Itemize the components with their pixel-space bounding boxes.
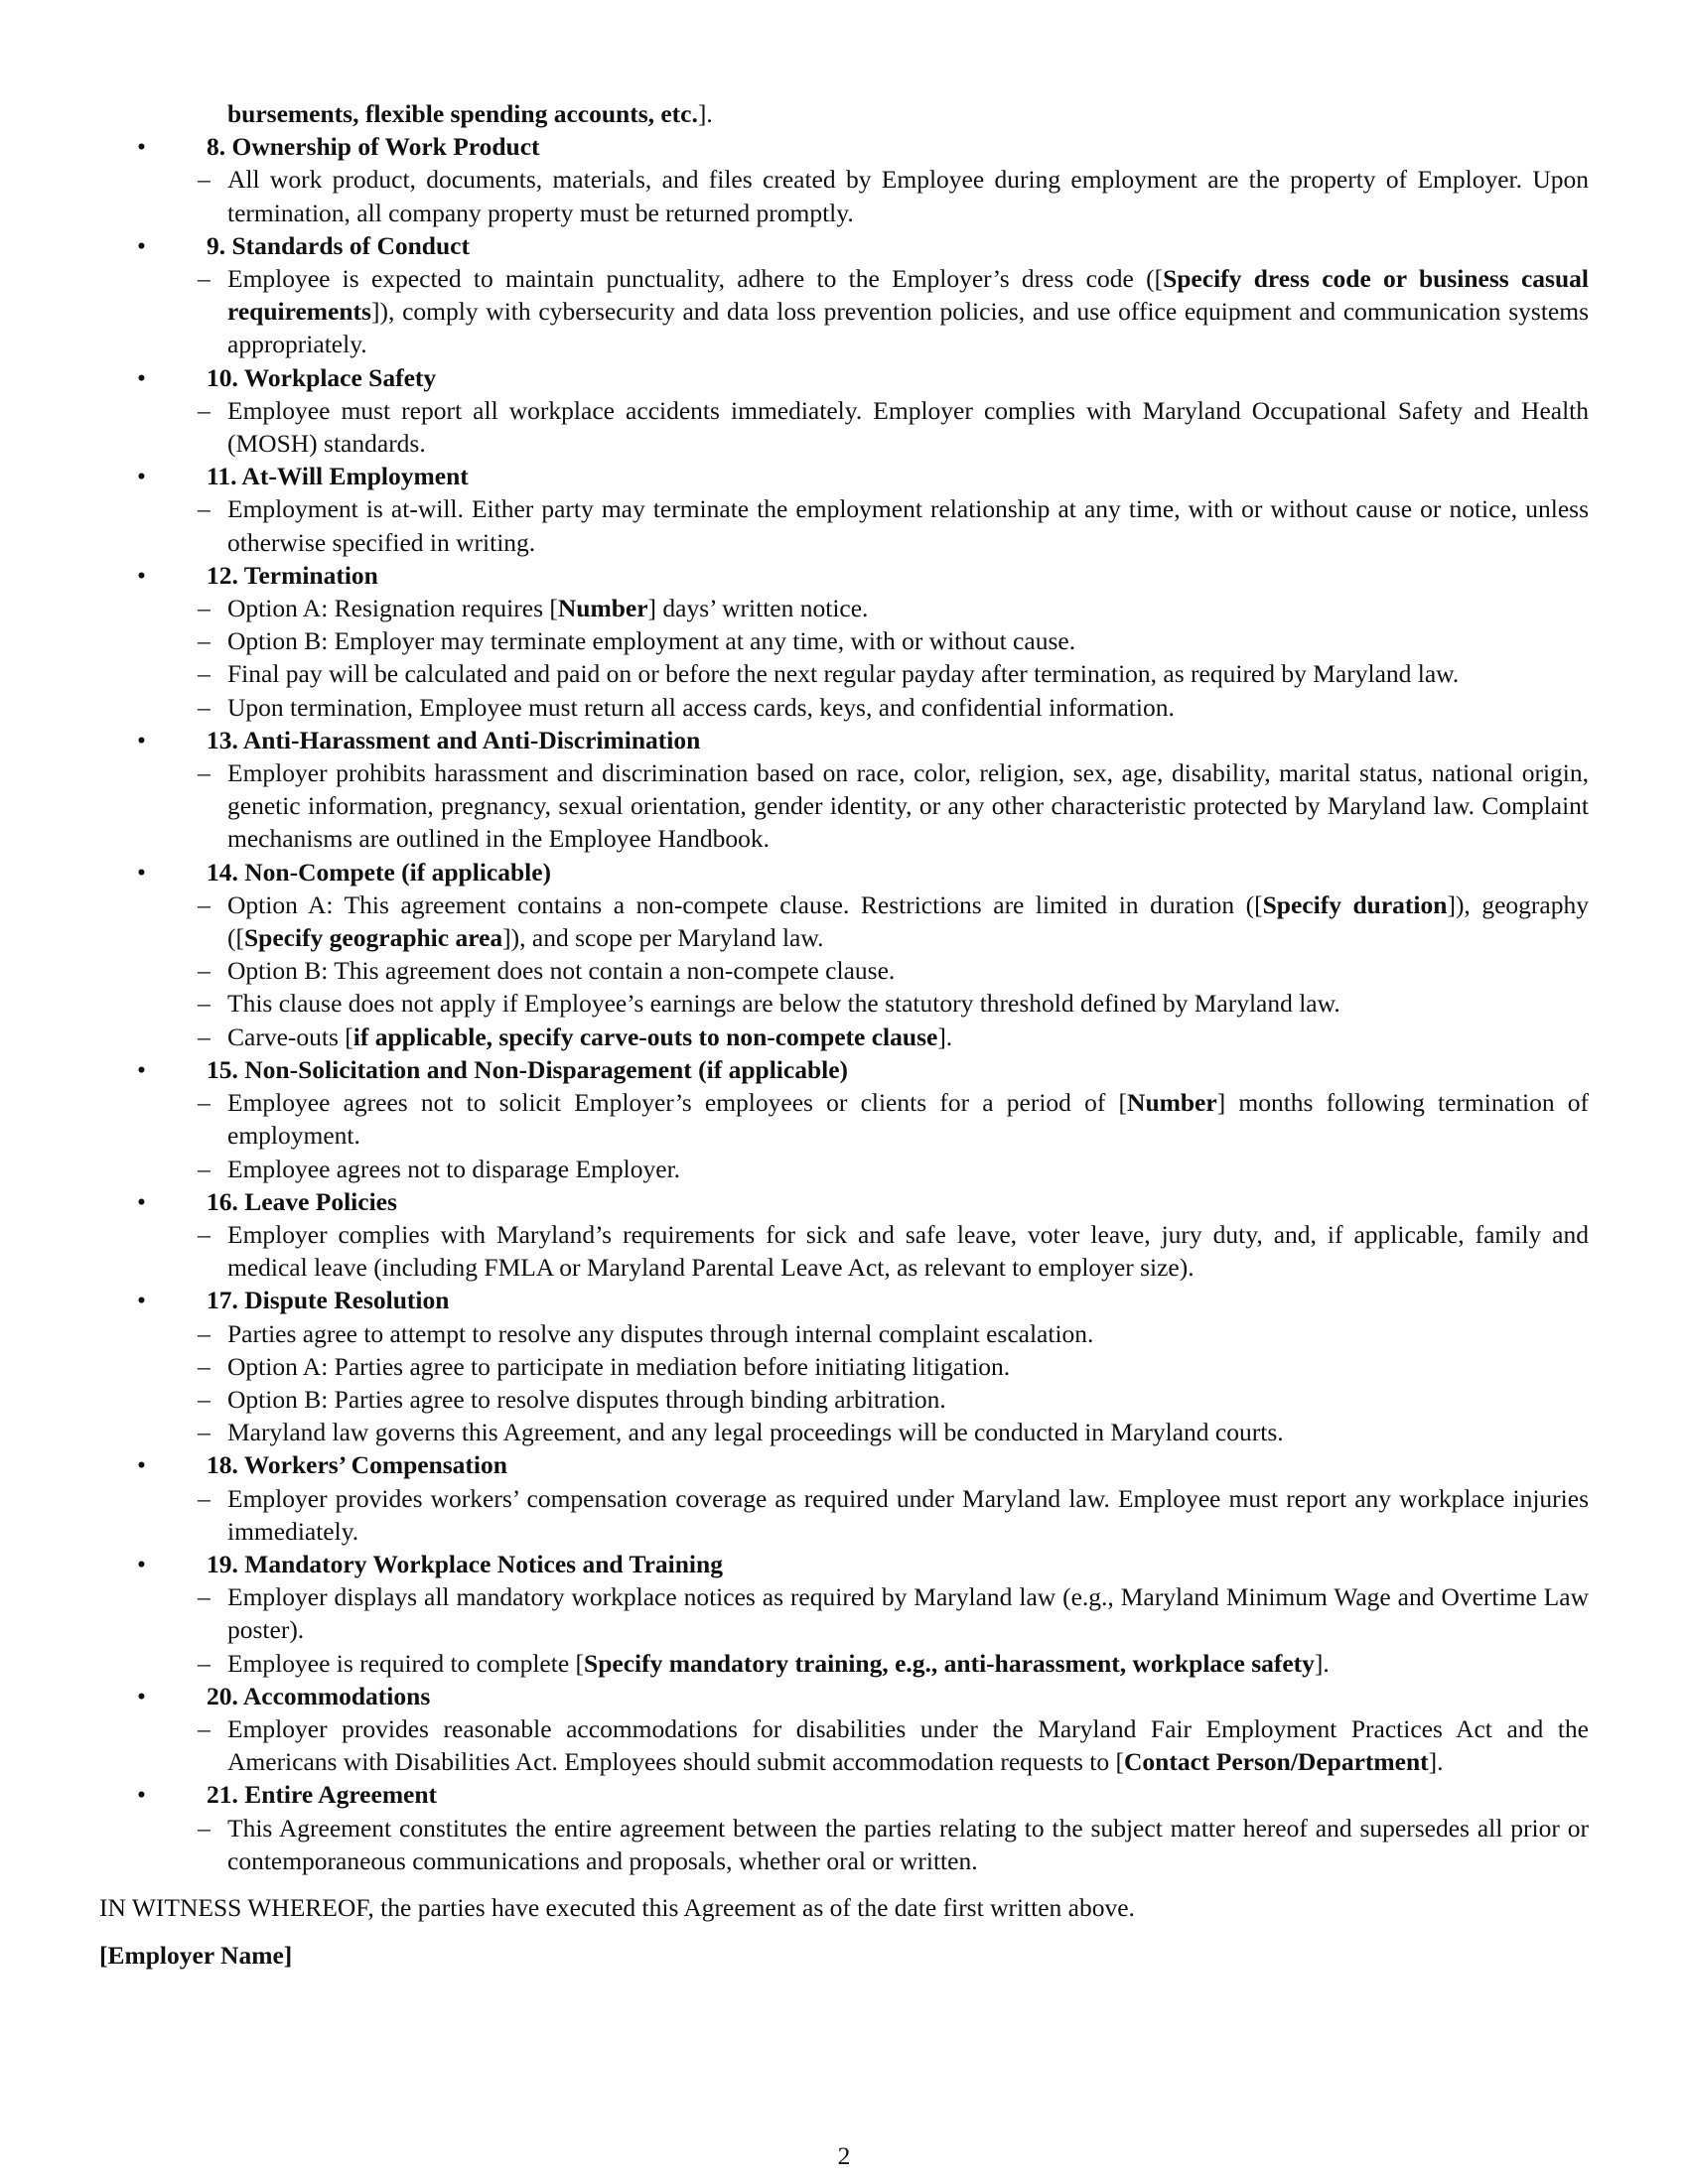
section-item (99, 1482, 1589, 1548)
item-text: This clause does not apply if Employee’s earnings are below the statutory threshold defined by Maryland law. (227, 989, 1340, 1019)
section-list (99, 130, 1589, 1877)
dash-icon: – (198, 989, 211, 1019)
item-text: All work product, documents, materials, and files created by Employee during employment are the property of Employer. Upon termination, all company property must be returned promptly. (227, 165, 1589, 227)
section-item (99, 163, 1589, 228)
section (99, 460, 1589, 492)
item-text: Employer provides reasonable accommodations for disabilities under the Maryland Fair Employment Practices Act and the Americans with Disabilities Act. Employees should submit accommodation requests to [ (227, 1713, 1589, 1777)
dash-icon: – (198, 594, 211, 623)
item-text: Employee agrees not to solicit Employer’s employees or clients for a period of [ (227, 1088, 1128, 1118)
item-text: Option A: Parties agree to participate in mediation before initiating litigation. (227, 1351, 1011, 1381)
bullet-icon: • (137, 132, 146, 162)
placeholder-field: Number (557, 594, 648, 623)
section-item (99, 954, 1589, 987)
placeholder-field: Number (1127, 1088, 1217, 1118)
section-heading: 17. Dispute Resolution (207, 1286, 450, 1315)
continuation-line (99, 97, 1589, 130)
section-item (99, 262, 1589, 361)
dash-icon: – (198, 165, 211, 195)
section-item (99, 492, 1589, 558)
dash-icon: – (198, 626, 211, 656)
section-item (99, 756, 1589, 856)
item-text: Employment is at-will. Either party may terminate the employment relationship at any time, with or without cause or notice, unless otherwise specified in writing. (227, 494, 1589, 557)
item-text: ]), comply with cybersecurity and data loss prevention policies, and use office equipment and communication systems appropriately. (227, 297, 1589, 359)
dash-icon: – (198, 1318, 211, 1348)
section-item (99, 1021, 1589, 1053)
section (99, 1284, 1589, 1316)
item-text: Employer displays all mandatory workplace notices as required by Maryland law (e.g., Maryland Minimum Wage and Overtime Law poster). (227, 1582, 1589, 1645)
item-text: Employer complies with Maryland’s requirements for sick and safe leave, voter leave, jury duty, and, if applicable, family and medical leave (including FMLA or Maryland Parental Leave Act, as relevant to employer size). (227, 1219, 1589, 1283)
bullet-icon: • (137, 560, 146, 590)
dash-icon: – (198, 1582, 211, 1612)
section (99, 1680, 1589, 1712)
section (99, 130, 1589, 163)
section-item (99, 1647, 1589, 1680)
dash-icon: – (198, 1648, 211, 1678)
section-item (99, 394, 1589, 460)
placeholder-field: Specify geographic area (243, 923, 503, 953)
item-text: ]), geography ([ (227, 889, 1589, 953)
section (99, 559, 1589, 592)
section-heading: 8. Ownership of Work Product (207, 132, 540, 162)
dash-icon: – (198, 956, 211, 986)
dash-icon: – (198, 1418, 211, 1447)
bullet-icon: • (137, 1054, 146, 1084)
item-text: Employee agrees not to disparage Employer. (227, 1154, 681, 1183)
section (99, 1053, 1589, 1086)
section-heading: 20. Accommodations (207, 1681, 431, 1710)
bullet-icon: • (137, 1780, 146, 1810)
section (99, 724, 1589, 756)
placeholder-field: Specify dress code or business casual requirements (227, 264, 1589, 327)
dash-icon: – (198, 1088, 211, 1118)
section-item (99, 691, 1589, 724)
bullet-icon: • (137, 230, 146, 260)
section-item (99, 657, 1589, 690)
bullet-icon: • (137, 857, 146, 887)
bullet-icon: • (137, 1286, 146, 1315)
section-heading: 14. Non-Compete (if applicable) (207, 857, 552, 887)
bullet-icon: • (137, 1450, 146, 1480)
section-heading: 18. Workers’ Compensation (207, 1450, 507, 1480)
continuation-bold: bursements, flexible spending accounts, etc. (227, 99, 698, 128)
section (99, 1548, 1589, 1580)
section-item (99, 1317, 1589, 1350)
placeholder-field: Contact Person/Department (1123, 1747, 1429, 1777)
section-item (99, 1580, 1589, 1646)
section-item (99, 1812, 1589, 1877)
page-number: 2 (837, 2141, 851, 2170)
item-text: Option A: This agreement contains a non-compete clause. Restrictions are limited in duration ([ (227, 889, 1263, 919)
item-text: ]. (1428, 1747, 1444, 1777)
section-item (99, 888, 1589, 954)
section-item (99, 1383, 1589, 1416)
bullet-icon: • (137, 1681, 146, 1710)
section-heading: 10. Workplace Safety (207, 362, 437, 392)
section (99, 229, 1589, 262)
placeholder-field: Specify mandatory training, e.g., anti-harassment, workplace safety (584, 1648, 1315, 1678)
item-text: Carve-outs [ (227, 1022, 353, 1051)
dash-icon: – (198, 1022, 211, 1051)
employer-name-placeholder: [Employer Name] (99, 1941, 293, 1971)
item-text: ]. (1314, 1648, 1330, 1678)
section-item (99, 592, 1589, 624)
section-item (99, 1153, 1589, 1185)
section-heading: 12. Termination (207, 560, 378, 590)
dash-icon: – (198, 395, 211, 425)
bullet-icon: • (137, 462, 146, 491)
section-heading: 19. Mandatory Workplace Notices and Training (207, 1549, 723, 1578)
dash-icon: – (198, 1713, 211, 1743)
dash-icon: – (198, 1483, 211, 1513)
section-heading: 11. At-Will Employment (207, 462, 469, 491)
item-text: Employer prohibits harassment and discrimination based on race, color, religion, sex, age, disability, marital status, national origin, genetic information, pregnancy, sexual orientation, gender identity, or any other characteristic protected by Maryland law. Complaint mechanisms are outlined in the Employee Handbook. (227, 758, 1589, 854)
item-text: Final pay will be calculated and paid on or before the next regular payday after termination, as required by Maryland law. (227, 659, 1460, 689)
section-heading: 16. Leave Policies (207, 1186, 397, 1216)
section-heading: 15. Non-Solicitation and Non-Disparagement (if applicable) (207, 1054, 849, 1084)
item-text: Option B: This agreement does not contain a non-compete clause. (227, 956, 896, 986)
item-text: Upon termination, Employee must return all access cards, keys, and confidential information. (227, 692, 1175, 722)
placeholder-field: Specify duration (1262, 889, 1448, 919)
section (99, 1778, 1589, 1811)
section (99, 361, 1589, 394)
item-text: Option A: Resignation requires [ (227, 594, 558, 623)
section (99, 1185, 1589, 1218)
dash-icon: – (198, 494, 211, 524)
item-text: Employer provides workers’ compensation coverage as required under Maryland law. Employee must report any workplace injuries immediately. (227, 1483, 1589, 1546)
dash-icon: – (198, 889, 211, 919)
section-heading: 21. Entire Agreement (207, 1780, 438, 1810)
dash-icon: – (198, 1219, 211, 1249)
item-text: ]), and scope per Maryland law. (502, 923, 824, 953)
dash-icon: – (198, 1384, 211, 1414)
bullet-icon: • (137, 1549, 146, 1578)
item-text: Parties agree to attempt to resolve any disputes through internal complaint escalation. (227, 1318, 1094, 1348)
item-text: Employee is required to complete [ (227, 1648, 585, 1678)
item-text: Maryland law governs this Agreement, and any legal proceedings will be conducted in Maryland courts. (227, 1418, 1284, 1447)
item-text: ] months following termination of employment. (227, 1088, 1590, 1151)
document-body (99, 97, 1589, 1972)
section-heading: 13. Anti-Harassment and Anti-Discrimination (207, 725, 701, 754)
witness-statement: IN WITNESS WHEREOF, the parties have executed this Agreement as of the date first written above. (99, 1892, 1135, 1922)
item-text: Employee is expected to maintain punctuality, adhere to the Employer’s dress code ([ (227, 264, 1164, 294)
section-item (99, 1350, 1589, 1383)
dash-icon: – (198, 1351, 211, 1381)
section-heading: 9. Standards of Conduct (207, 230, 470, 260)
section-item (99, 1416, 1589, 1448)
section-item (99, 987, 1589, 1020)
item-text: Option B: Employer may terminate employment at any time, with or without cause. (227, 626, 1076, 656)
dash-icon: – (198, 659, 211, 689)
bullet-icon: • (137, 1186, 146, 1216)
bullet-icon: • (137, 362, 146, 392)
section-item (99, 624, 1589, 657)
dash-icon: – (198, 264, 211, 294)
dash-icon: – (198, 1154, 211, 1183)
item-text: Option B: Parties agree to resolve disputes through binding arbitration. (227, 1384, 946, 1414)
section (99, 1448, 1589, 1481)
dash-icon: – (198, 1813, 211, 1843)
item-text: Employee must report all workplace accidents immediately. Employer complies with Maryland Occupational Safety and Health (MOSH) standards. (227, 395, 1589, 459)
item-text: ] days’ written notice. (647, 594, 869, 623)
section-item (99, 1086, 1589, 1152)
section-item (99, 1218, 1589, 1284)
section (99, 856, 1589, 888)
bullet-icon: • (137, 725, 146, 754)
placeholder-field: if applicable, specify carve-outs to non-compete clause (352, 1022, 938, 1051)
continuation-tail: ]. (697, 99, 713, 128)
item-text: This Agreement constitutes the entire agreement between the parties relating to the subject matter hereof and supersedes all prior or contemporaneous communications and proposals, whether oral or written. (227, 1813, 1589, 1875)
dash-icon: – (198, 758, 211, 788)
item-text: ]. (937, 1022, 953, 1051)
dash-icon: – (198, 692, 211, 722)
section-item (99, 1712, 1589, 1778)
